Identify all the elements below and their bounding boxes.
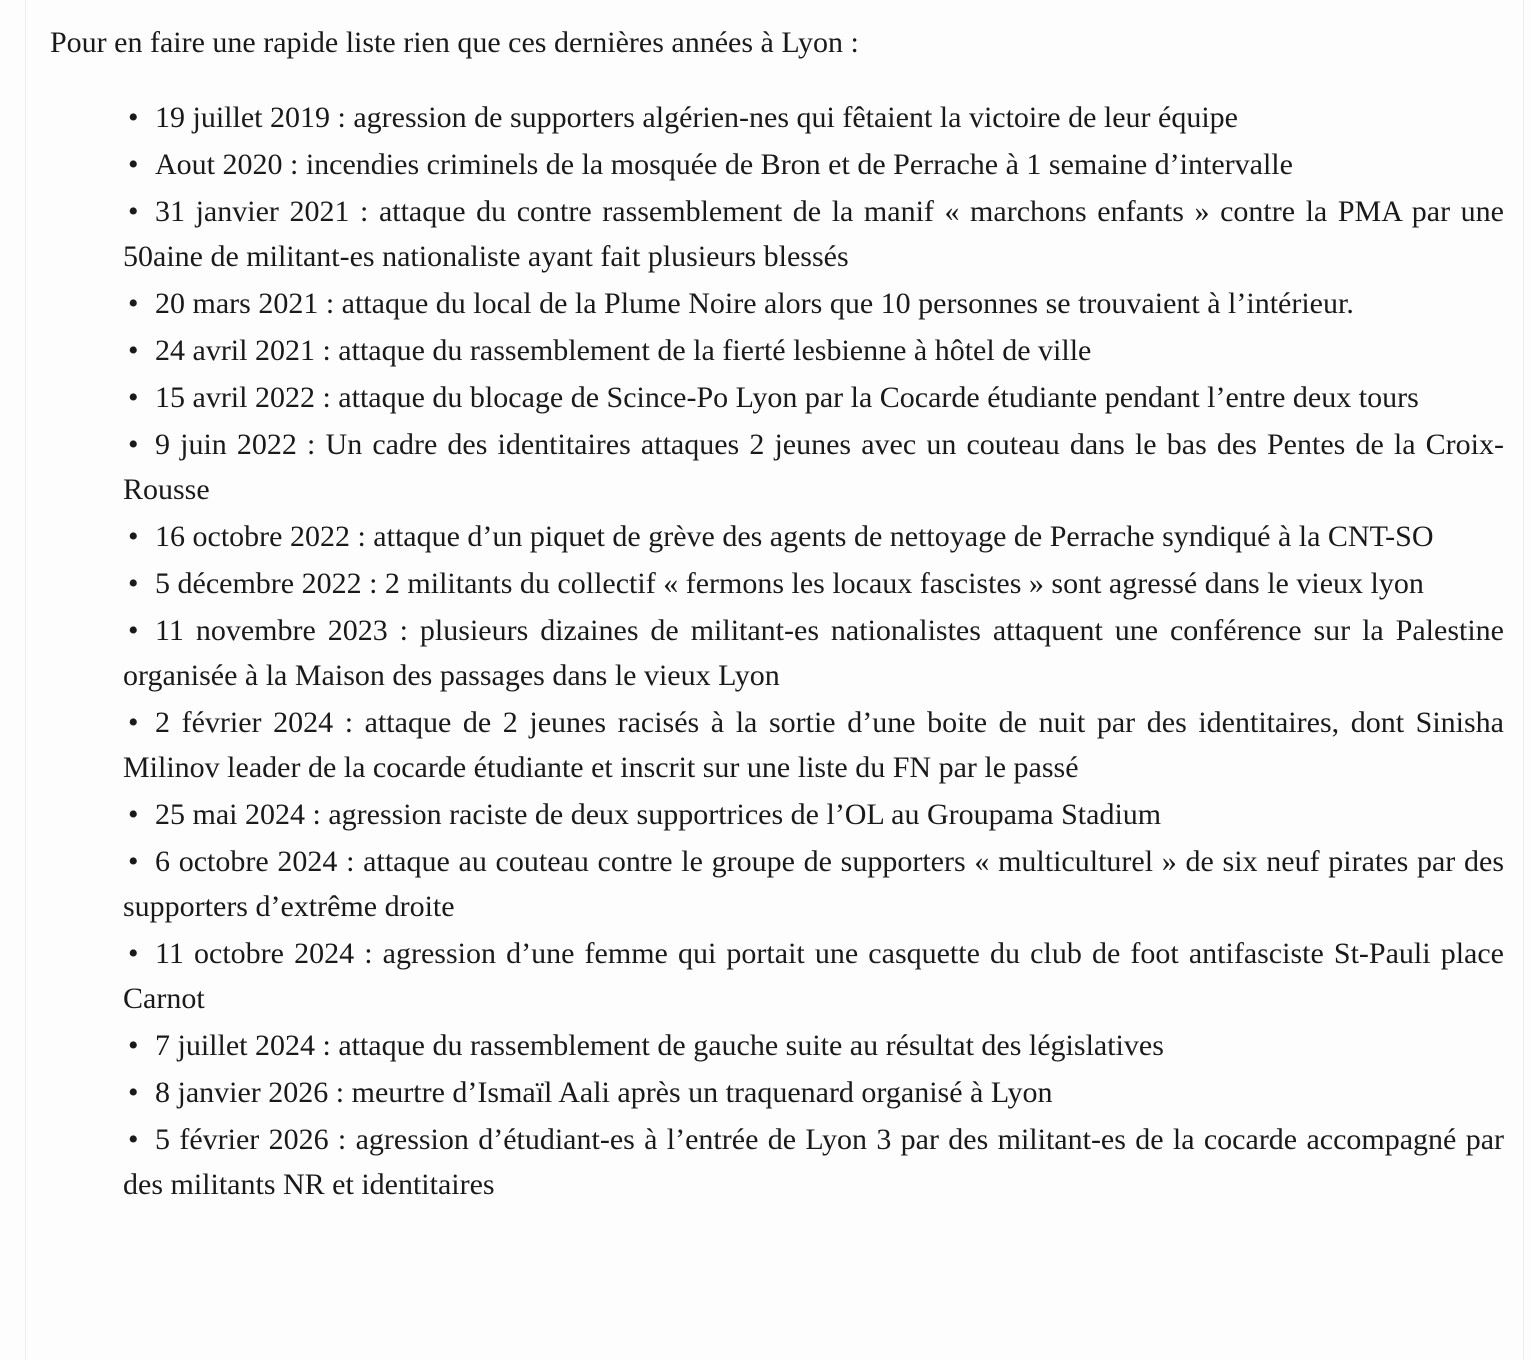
- bullet-icon: •: [128, 706, 139, 739]
- bullet-icon: •: [128, 520, 139, 553]
- list-item: [123, 281, 1504, 326]
- bullet-icon: •: [128, 567, 139, 600]
- list-item: [123, 375, 1504, 420]
- event-text: 11 novembre 2023 : plusieurs dizaines de militant-es nationalistes attaquent une conférence sur la Palestine organisée à la Maison des passages dans le vieux Lyon: [123, 614, 1504, 692]
- bullet-icon: •: [128, 1029, 139, 1062]
- bullet-icon: •: [128, 798, 139, 831]
- event-text: Aout 2020 : incendies criminels de la mosquée de Bron et de Perrache à 1 semaine d’intervalle: [155, 148, 1293, 181]
- bullet-icon: •: [128, 845, 139, 878]
- list-item: [123, 328, 1504, 373]
- event-text: 9 juin 2022 : Un cadre des identitaires attaques 2 jeunes avec un couteau dans le bas des Pentes de la Croix-Rousse: [123, 428, 1504, 506]
- bullet-icon: •: [128, 101, 139, 134]
- event-text: 6 octobre 2024 : attaque au couteau contre le groupe de supporters « multiculturel » de six neuf pirates par des supporters d’extrême droite: [123, 845, 1504, 923]
- event-text: 2 février 2024 : attaque de 2 jeunes racisés à la sortie d’une boite de nuit par des identitaires, dont Sinisha Milinov leader de la cocarde étudiante et inscrit sur une liste du FN par le passé: [123, 706, 1504, 784]
- bullet-icon: •: [128, 937, 139, 970]
- intro-paragraph: Pour en faire une rapide liste rien que ces dernières années à Lyon :: [50, 26, 859, 59]
- list-item: [123, 189, 1504, 279]
- list-item: [123, 1070, 1504, 1115]
- list-item: [123, 95, 1504, 140]
- event-text: 5 février 2026 : agression d’étudiant-es à l’entrée de Lyon 3 par des militant-es de la cocarde accompagné par des militants NR et identitaires: [123, 1123, 1504, 1201]
- list-item: [123, 514, 1504, 559]
- list-item: [123, 142, 1504, 187]
- list-item: [123, 1117, 1504, 1207]
- event-text: 16 octobre 2022 : attaque d’un piquet de grève des agents de nettoyage de Perrache syndiqué à la CNT-SO: [155, 520, 1434, 553]
- bullet-icon: •: [128, 287, 139, 320]
- event-text: 25 mai 2024 : agression raciste de deux supportrices de l’OL au Groupama Stadium: [155, 798, 1162, 831]
- list-item: [123, 608, 1504, 698]
- list-item: [123, 1023, 1504, 1068]
- article-page: [25, 0, 1524, 1360]
- list-item: [123, 931, 1504, 1021]
- bullet-icon: •: [128, 428, 139, 461]
- list-item: [123, 561, 1504, 606]
- event-text: 24 avril 2021 : attaque du rassemblement de la fierté lesbienne à hôtel de ville: [155, 334, 1092, 367]
- event-text: 31 janvier 2021 : attaque du contre rassemblement de la manif « marchons enfants » contre la PMA par une 50aine de militant-es nationaliste ayant fait plusieurs blessés: [123, 195, 1504, 273]
- list-item: [123, 792, 1504, 837]
- bullet-icon: •: [128, 381, 139, 414]
- event-text: 11 octobre 2024 : agression d’une femme qui portait une casquette du club de foot antifasciste St-Pauli place Carnot: [123, 937, 1504, 1015]
- event-text: 20 mars 2021 : attaque du local de la Plume Noire alors que 10 personnes se trouvaient à l’intérieur.: [155, 287, 1354, 320]
- event-text: 8 janvier 2026 : meurtre d’Ismaïl Aali après un traquenard organisé à Lyon: [155, 1076, 1053, 1109]
- incident-list: [50, 95, 1504, 1207]
- bullet-icon: •: [128, 195, 139, 228]
- event-text: 7 juillet 2024 : attaque du rassemblement de gauche suite au résultat des législatives: [155, 1029, 1164, 1062]
- bullet-icon: •: [128, 614, 139, 647]
- event-text: 15 avril 2022 : attaque du blocage de Scince-Po Lyon par la Cocarde étudiante pendant l’entre deux tours: [155, 381, 1419, 414]
- bullet-icon: •: [128, 334, 139, 367]
- list-item: [123, 700, 1504, 790]
- list-item: [123, 422, 1504, 512]
- event-text: 5 décembre 2022 : 2 militants du collectif « fermons les locaux fascistes » sont agressé dans le vieux lyon: [155, 567, 1424, 600]
- bullet-icon: •: [128, 1076, 139, 1109]
- event-text: 19 juillet 2019 : agression de supporters algérien-nes qui fêtaient la victoire de leur équipe: [155, 101, 1238, 134]
- bullet-icon: •: [128, 148, 139, 181]
- list-item: [123, 839, 1504, 929]
- bullet-icon: •: [128, 1123, 139, 1156]
